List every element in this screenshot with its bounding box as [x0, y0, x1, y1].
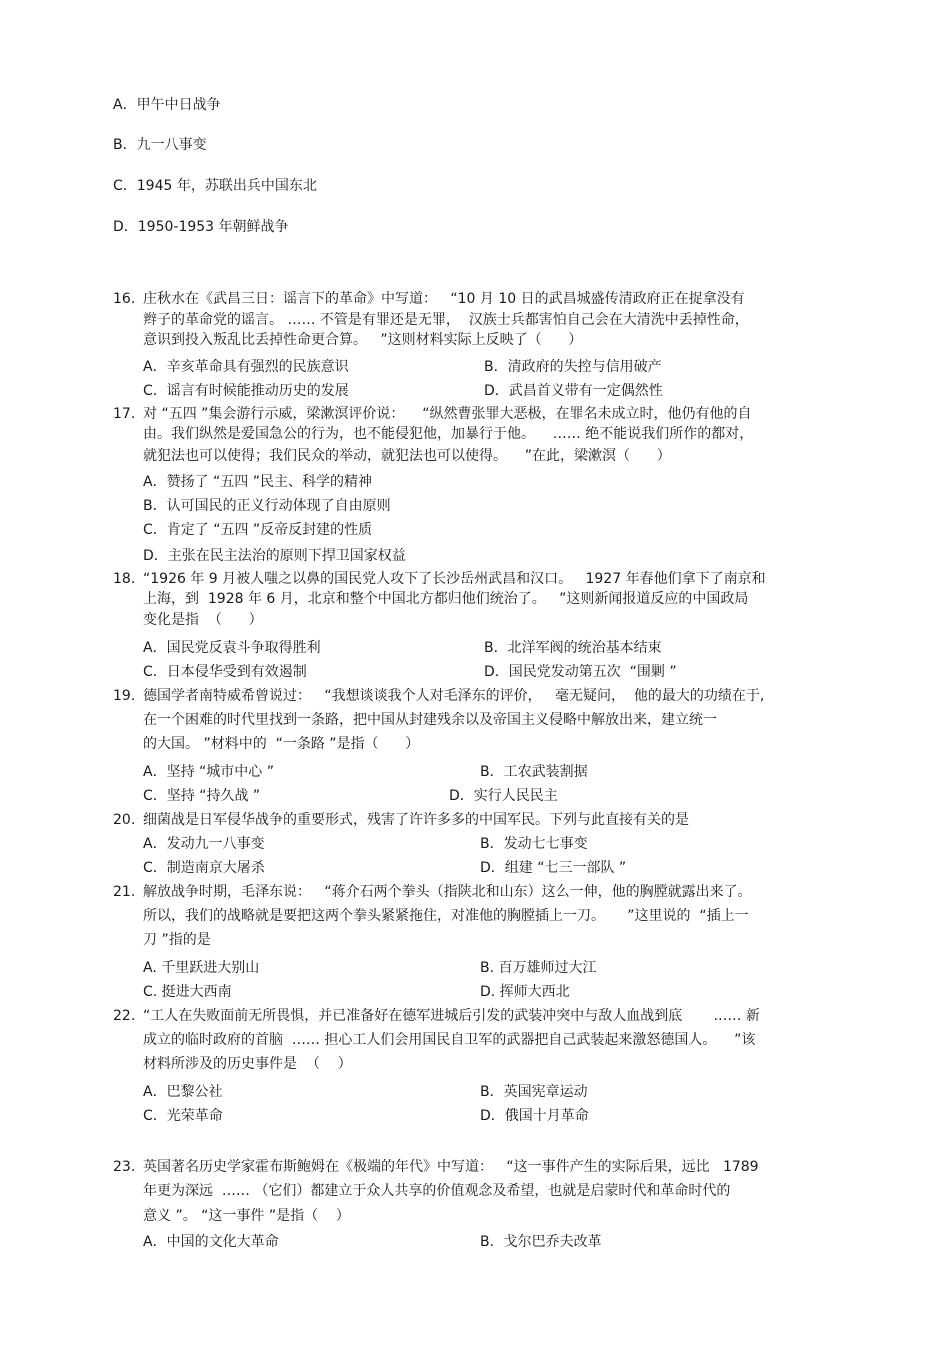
option-c: C．1945 年，苏联出兵中国东北	[113, 178, 317, 194]
question-text: 解放战争时期，毛泽东说： “蒋介石两个拳头（指陕北和山东）这么一伸，他的胸膛就露出来了。	[143, 884, 752, 900]
question-text: 就犯法也可以使得；我们民众的举动，就犯法也可以使得。 ”在此，梁漱溟（ ）	[143, 448, 671, 464]
question-text: 变化是指 （ ）	[143, 612, 263, 628]
question-text: 成立的临时政府的首脑 …… 担心工人们会用国民自卫军的武器把自己武装起来激怒德国人。 ”该	[143, 1032, 756, 1048]
question-number: 19.	[113, 688, 136, 704]
option-a: A．甲午中日战争	[113, 97, 221, 113]
option-c: C．日本侵华受到有效遏制	[143, 664, 307, 680]
question-text: 庄秋水在《武昌三日：谣言下的革命》中写道： “10 月 10 日的武昌城盛传清政府正在捉拿没有	[143, 291, 745, 307]
option-a: A．发动九一八事变	[143, 836, 265, 852]
option-d: D．实行人民民主	[449, 788, 558, 804]
option-c: C．肯定了 “五四 ”反帝反封建的性质	[143, 522, 373, 538]
question-number: 18.	[113, 571, 136, 587]
question-text: 所以，我们的战略就是要把这两个拳头紧紧拖住，对准他的胸膛插上一刀。 ”这里说的 “插上一	[143, 908, 749, 924]
option-d: D. 挥师大西北	[480, 984, 570, 1000]
option-d: D．主张在民主法治的原则下捍卫国家权益	[143, 548, 406, 564]
question-text: 意识到投入叛乱比丢掉性命更合算。 ”这则材料实际上反映了（ ）	[143, 332, 583, 348]
question-text: 上海，到 1928 年 6 月，北京和整个中国北方都归他们统治了。 ”这则新闻报道反应的中国政局	[143, 591, 749, 607]
option-b: B．认可国民的正义行动体现了自由原则	[143, 498, 391, 514]
question-number: 16.	[113, 291, 136, 307]
question-text: 德国学者南特威希曾说过： “我想谈谈我个人对毛泽东的评价， 毫无疑问， 他的最大的功绩在于,	[143, 688, 765, 704]
question-number: 17.	[113, 406, 136, 422]
option-b: B．清政府的失控与信用破产	[484, 359, 662, 375]
question-number: 21.	[113, 884, 136, 900]
question-text: 细菌战是日军侵华战争的重要形式，残害了许许多多的中国军民。下列与此直接有关的是	[143, 812, 689, 828]
option-a: A. 千里跃进大别山	[143, 960, 260, 976]
option-a: A．中国的文化大革命	[143, 1234, 279, 1250]
option-b: B. 百万雄师过大江	[480, 960, 597, 976]
question-number: 20.	[113, 812, 136, 828]
option-a: A．坚持 “城市中心 ”	[143, 764, 274, 780]
option-b: B．戈尔巴乔夫改革	[480, 1234, 602, 1250]
question-number: 23.	[113, 1159, 136, 1175]
option-d: D．组建 “七三一部队 ”	[480, 860, 627, 876]
question-text: 由。我们纵然是爱国急公的行为，也不能侵犯他，加暴行于他。 …… 绝不能说我们所作的都对，	[143, 426, 754, 442]
option-b: B．九一八事变	[113, 137, 207, 153]
option-c: C．坚持 “持久战 ”	[143, 788, 261, 804]
option-c: C．光荣革命	[143, 1108, 223, 1124]
option-b: B．发动七七事变	[480, 836, 588, 852]
option-a: A．赞扬了 “五四 ”民主、科学的精神	[143, 474, 372, 490]
question-text: “1926 年 9 月被人嗤之以鼻的国民党人攻下了长沙岳州武昌和汉口。 1927 年春他们拿下了南京和	[143, 571, 766, 587]
option-b: B．工农武装割据	[480, 764, 588, 780]
option-a: A．辛亥革命具有强烈的民族意识	[143, 359, 349, 375]
question-text: 年更为深远 …… （它们）都建立于众人共享的价值观念及希望，也就是启蒙时代和革命时代的	[143, 1183, 731, 1199]
question-text: 意义 ”。 “这一事件 ”是指（ ）	[143, 1208, 350, 1224]
question-text: 材料所涉及的历史事件是 （ ）	[143, 1056, 352, 1072]
option-a: A．巴黎公社	[143, 1084, 223, 1100]
option-b: B．北洋军阀的统治基本结束	[484, 640, 662, 656]
option-b: B．英国宪章运动	[480, 1084, 588, 1100]
option-d: D．俄国十月革命	[480, 1108, 589, 1124]
option-d: D．国民党发动第五次 “围剿 ”	[484, 664, 677, 680]
question-text: 在一个困难的时代里找到一条路，把中国从封建残余以及帝国主义侵略中解放出来，建立统一	[143, 712, 717, 728]
option-c: C．谣言有时候能推动历史的发展	[143, 383, 349, 399]
question-text: 对 “五四 ”集会游行示威，梁漱溟评价说： “纵然曹张罪大恶极，在罪名未成立时，他仍有他的自	[143, 406, 752, 422]
question-text: 辫子的革命党的谣言。 …… 不管是有罪还是无罪， 汉族士兵都害怕自己会在大清洗中丢掉性命，	[143, 312, 749, 328]
option-c: C．制造南京大屠杀	[143, 860, 265, 876]
question-number: 22.	[113, 1008, 136, 1024]
option-d: D．1950-1953 年朝鲜战争	[113, 219, 289, 235]
option-c: C. 挺进大西南	[143, 984, 232, 1000]
option-d: D．武昌首义带有一定偶然性	[484, 383, 663, 399]
option-a: A．国民党反袁斗争取得胜利	[143, 640, 321, 656]
question-text: 的大国。 ”材料中的 “一条路 ”是指（ ）	[143, 736, 420, 752]
question-text: 刀 ”指的是	[143, 932, 211, 948]
question-text: 英国著名历史学家霍布斯鲍姆在《极端的年代》中写道： “这一事件产生的实际后果，远比 1789	[143, 1159, 759, 1175]
question-text: “工人在失败面前无所畏惧，并已准备好在德军进城后引发的武装冲突中与敌人血战到底 …… 新	[143, 1008, 760, 1024]
